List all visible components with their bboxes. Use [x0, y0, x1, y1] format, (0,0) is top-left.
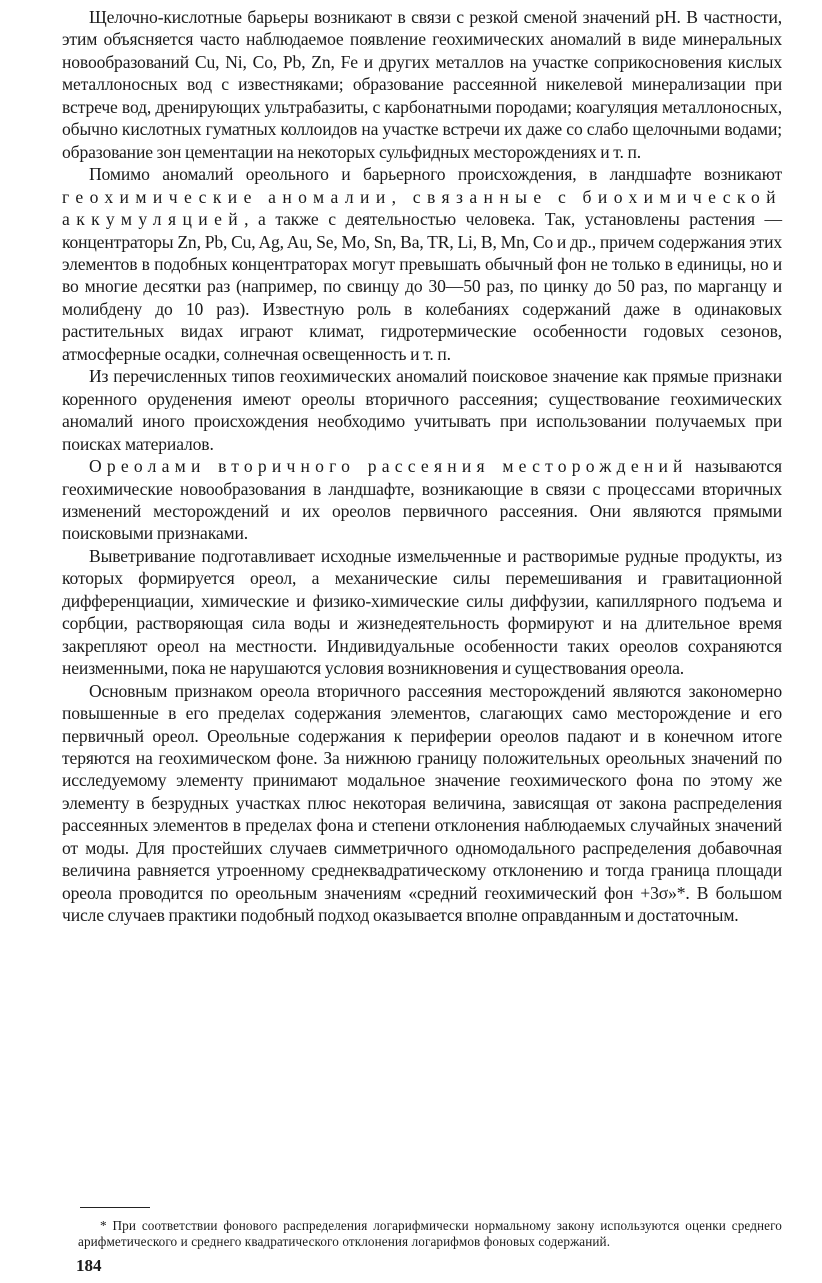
footnote: * При соответствии фонового распределения логарифмически нормальному закону используются оценки среднего арифметического и среднего квадратического отклонения логарифмов фоновых содержаний. — [78, 1218, 782, 1250]
paragraph-search-value: Из перечисленных типов геохимических аномалий поисковое значение как прямые признаки коренного оруденения имеют ореолы вторичного рассеяния; существование геохимических аномалий иного происхождения необходимо учитывать при использовании получаемых при поисках материалов. — [62, 366, 782, 454]
paragraph-weathering: Выветривание подготавливает исходные измельченные и растворимые рудные продукты, из которых формируется ореол, а механические силы перемешивания и гравитационной дифференциации, химические и физико-химические силы диффузии, капиллярного подъема и сорбции, растворяющая сила воды и жизнедеятельность формируют и на длительное время закрепляют ореол на местности. Индивидуальные особенности таких ореолов сохраняются неизменными, пока не нарушаются условия возникновения и существования ореола. — [62, 545, 782, 679]
spaced-emphasis: геохимические аномалии, связанные с биохимической аккумуляцией — [62, 186, 782, 230]
spaced-term: Ореолами вторичного рассеяния месторождений — [89, 456, 688, 477]
paragraph-text: называются геохимические новообразования в ландшафте, возникающие в связи с процессами вторичных изменений месторождений и их ореолов первичного рассеяния. Они являются прямыми поисковыми признаками. — [62, 456, 782, 544]
paragraph-text: Помимо аномалий ореольного и барьерного происхождения, в ландшафте возникают — [89, 164, 782, 185]
paragraph-main-feature: Основным признаком ореола вторичного рассеяния месторождений являются закономерно повышенные в его пределах содержания элементов, слагающих само месторождение и его первичный ореол. Ореольные содержания к периферии ореолов падают и в конечном итоге теряются на геохимическом фоне. За нижнюю границу положительных ореольных значений по исследуемому элементу принимают модальное значение геохимического фона по этому же элементу в безрудных участках плюс некоторая величина, зависящая от закона распределения рассеянных элементов в пределах фона и степени отклонения наблюдаемых случайных значений от моды. Для простейших случаев симметричного одномодального распределения добавочная величина равняется утроенному среднеквадратическому отклонению и тогда граница площади ореола проводится по ореольным значениям «средний геохимический фон +3σ»*. В большом числе случаев практики подобный подход оказывается вполне оправданным и достаточным. — [62, 680, 782, 926]
paragraph-text: , а также с деятельностью человека. Так, установлены растения — концентраторы Zn, Pb, Cu, Ag, Au, Se, Mo, Sn, Ba, TR, Li, B, Mn, Co и др., причем содержания этих элементов в подобных концентраторах могут превышать обычный фон не только в единицы, но и во многие десятки раз (например, по свинцу до 30—50 раз, по цинку до 50 раз, по марганцу и молибдену до 10 раз). Известную роль в колебаниях содержаний даже в одинаковых растительных видах играют климат, гидротермические особенности годовых сезонов, атмосферные осадки, солнечная освещенность и т. п. — [62, 209, 782, 364]
page-body — [62, 6, 782, 927]
paragraph-secondary-halo-definition — [62, 455, 782, 545]
paragraph-biochemical-anomalies — [62, 163, 782, 365]
footnote-rule — [80, 1207, 150, 1208]
paragraph-barriers: Щелочно-кислотные барьеры возникают в связи с резкой сменой значений pH. В частности, этим объясняется часто наблюдаемое появление геохимических аномалий в виде минеральных новообразований Cu, Ni, Co, Pb, Zn, Fe и других металлов на участке соприкосновения кислых металлоносных вод с известняками; образование рассеянной никелевой минерализации при встрече вод, дренирующих ультрабазиты, с карбонатными породами; коагуляция металлоносных, обычно кислотных гуматных коллоидов на участке встречи их даже со слабо щелочными водами; образование зон цементации на некоторых сульфидных месторождениях и т. п. — [62, 7, 782, 162]
page-number: 184 — [76, 1256, 102, 1275]
